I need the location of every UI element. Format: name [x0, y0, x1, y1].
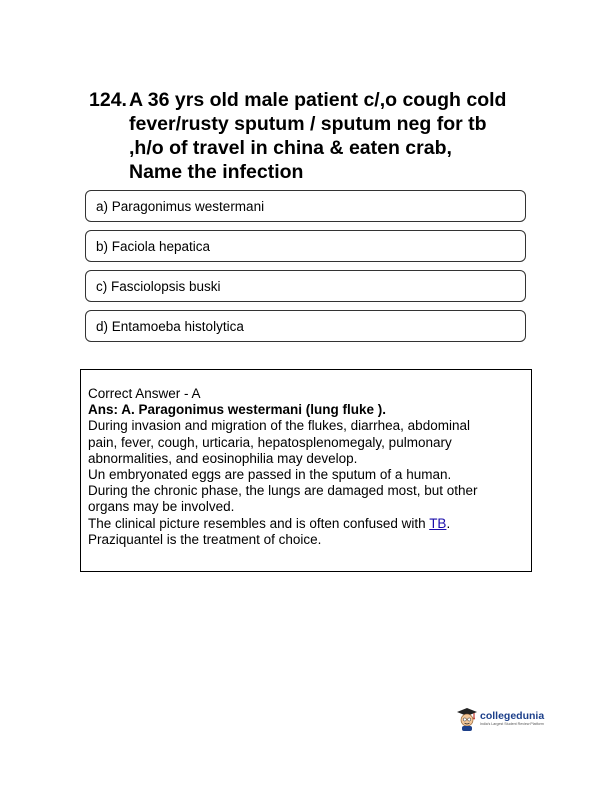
clinical-line — [88, 516, 525, 532]
question-line: A 36 yrs old male patient c/,o cough cold — [129, 89, 507, 111]
option-a[interactable] — [85, 190, 526, 222]
question-line: fever/rusty sputum / sputum neg for tb — [129, 113, 487, 135]
graduate-mascot-icon — [456, 707, 478, 731]
logo-tagline: India's Largest Student Review Platform — [480, 721, 544, 726]
answer-options — [85, 190, 526, 350]
collegedunia-logo — [456, 707, 544, 731]
question-line: ,h/o of travel in china & eaten crab, — [129, 137, 452, 159]
clinical-prefix: The clinical picture resembles and is often confused with — [88, 515, 430, 531]
question-line: Name the infection — [129, 161, 304, 183]
option-b-label: b) Faciola hepatica — [96, 238, 211, 254]
explanation-line: abnormalities, and eosinophilia may develop. — [88, 450, 358, 466]
answer-heading: Ans: A. Paragonimus westermani (lung fluke ). — [88, 402, 387, 418]
explanation-line: During the chronic phase, the lungs are damaged most, but other — [88, 483, 478, 499]
clinical-suffix: . — [446, 515, 451, 531]
question-text — [129, 88, 539, 184]
question — [89, 88, 539, 184]
tb-link[interactable]: TB — [429, 515, 447, 531]
option-d-label: d) Entamoeba histolytica — [96, 318, 244, 334]
logo-brand: collegedunia — [480, 710, 545, 723]
answer-explanation-box — [80, 369, 532, 572]
treatment-line: Praziquantel is the treatment of choice. — [88, 531, 322, 547]
explanation-line: Un embryonated eggs are passed in the sputum of a human. — [88, 467, 452, 483]
option-c-label: c) Fasciolopsis buski — [96, 278, 221, 294]
question-number: 124. — [89, 89, 127, 111]
option-d[interactable] — [85, 310, 526, 342]
option-b[interactable] — [85, 230, 526, 262]
explanation-line: During invasion and migration of the flukes, diarrhea, abdominal — [88, 418, 470, 434]
explanation-line: organs may be involved. — [88, 499, 235, 515]
logo-text — [480, 711, 544, 726]
correct-answer-label: Correct Answer - A — [88, 386, 201, 401]
explanation-line: pain, fever, cough, urticaria, hepatosplenomegaly, pulmonary — [88, 434, 452, 450]
option-a-label: a) Paragonimus westermani — [96, 198, 265, 214]
option-c[interactable] — [85, 270, 526, 302]
